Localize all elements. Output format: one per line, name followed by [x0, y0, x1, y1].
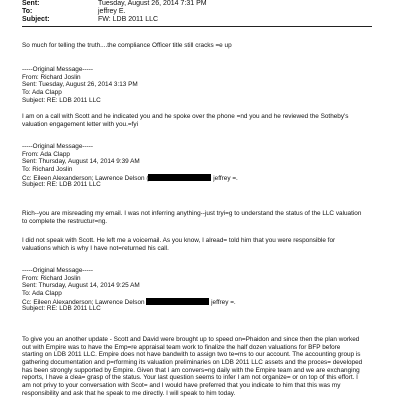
subject-row [22, 16, 158, 24]
intro-text: So much for telling the truth....the compliance Officer title still cracks =e up [22, 42, 232, 49]
message-from: From: Richard Joslin [22, 73, 81, 81]
original-message-1 [22, 66, 380, 104]
message-to: To: Richard Joslin [22, 166, 73, 174]
message-to: To: Ada Clapp [22, 290, 62, 298]
message-2-body-2: I did not speak with Scott. He left me a voicemail. As you know, I alread= told him that you were responsible for valuations which is why I have not=returned his call. [22, 237, 336, 252]
redaction-bar [146, 298, 209, 305]
sent-label: Sent: [22, 0, 40, 7]
to-label: To: [22, 8, 33, 15]
message-cc: Cc: Eileen Alexanderson; Lawrence Delson ( jeffrey =. [22, 174, 238, 182]
header-divider [22, 26, 372, 27]
message-2-body: Rich--you are misreading my email. I was not inferring anything--just tryi=g to understand the status of the LLC valuation to complete the restructur=ng. [22, 210, 362, 225]
to-row [22, 8, 126, 16]
message-divider: -----Original Message----- [22, 267, 94, 274]
message-sent: Sent: Thursday, August 14, 2014 9:39 AM [22, 158, 140, 166]
subject-value: FW: LDB 2011 LLC [98, 16, 159, 23]
message-subject: Subject: RE: LDB 2011 LLC [22, 305, 101, 313]
original-message-2 [22, 143, 380, 189]
message-to: To: Ada Clapp [22, 89, 62, 97]
message-cc: Cc: Eileen Alexanderson; Lawrence Delson jeffrey =. [22, 298, 236, 306]
original-message-3 [22, 267, 380, 313]
message-divider: -----Original Message----- [22, 143, 94, 150]
message-subject: Subject: RE: LDB 2011 LLC [22, 181, 101, 189]
redaction-bar [148, 174, 211, 181]
sent-value: Tuesday, August 26, 2014 7:31 PM [98, 0, 207, 7]
message-1-body: I am on a call with Scott and he indicated you and he spoke over the phone =nd you and he reviewed the Sotheby's valuation engagement letter with you.=fyi [22, 113, 349, 128]
message-from: From: Richard Joslin [22, 274, 81, 282]
message-from: From: Ada Clapp [22, 150, 70, 158]
to-value: jeffrey E. [98, 8, 126, 15]
sent-row [22, 0, 207, 8]
subject-label: Subject: [22, 16, 50, 23]
message-divider: -----Original Message----- [22, 66, 94, 73]
message-sent: Sent: Tuesday, August 26, 2014 3:13 PM [22, 81, 138, 89]
message-3-body: To give you an another update - Scott and David were brought up to speed on=Phaidon and since then the plan worked out with Empire was to have the Emp=re appraisal team work to finalize the half dozen valuations for BFP before starting on LDB 2011 LLC. Empire does not have bandwith to assign two te=ms to our account. The accounting group is gathering documentation and p=rforming its valuation preliminaries on LDB 2011 LLC assets and the proces= developed has been strongly supported by Empire. Given that I am convers=ng daily with the Empire team and we are exchanging reports, I have a clea= grasp of the status. Your last question seems to infer I am not organize= or on top of this effort. I am not privy to your conversation with Scot= and I would have preferred that you indicate to him that this was my responsibility and ask that he speak to me directly. I will speak to him today. [22, 336, 363, 397]
message-subject: Subject: RE: LDB 2011 LLC [22, 96, 101, 104]
message-sent: Sent: Thursday, August 14, 2014 9:25 AM [22, 282, 140, 290]
